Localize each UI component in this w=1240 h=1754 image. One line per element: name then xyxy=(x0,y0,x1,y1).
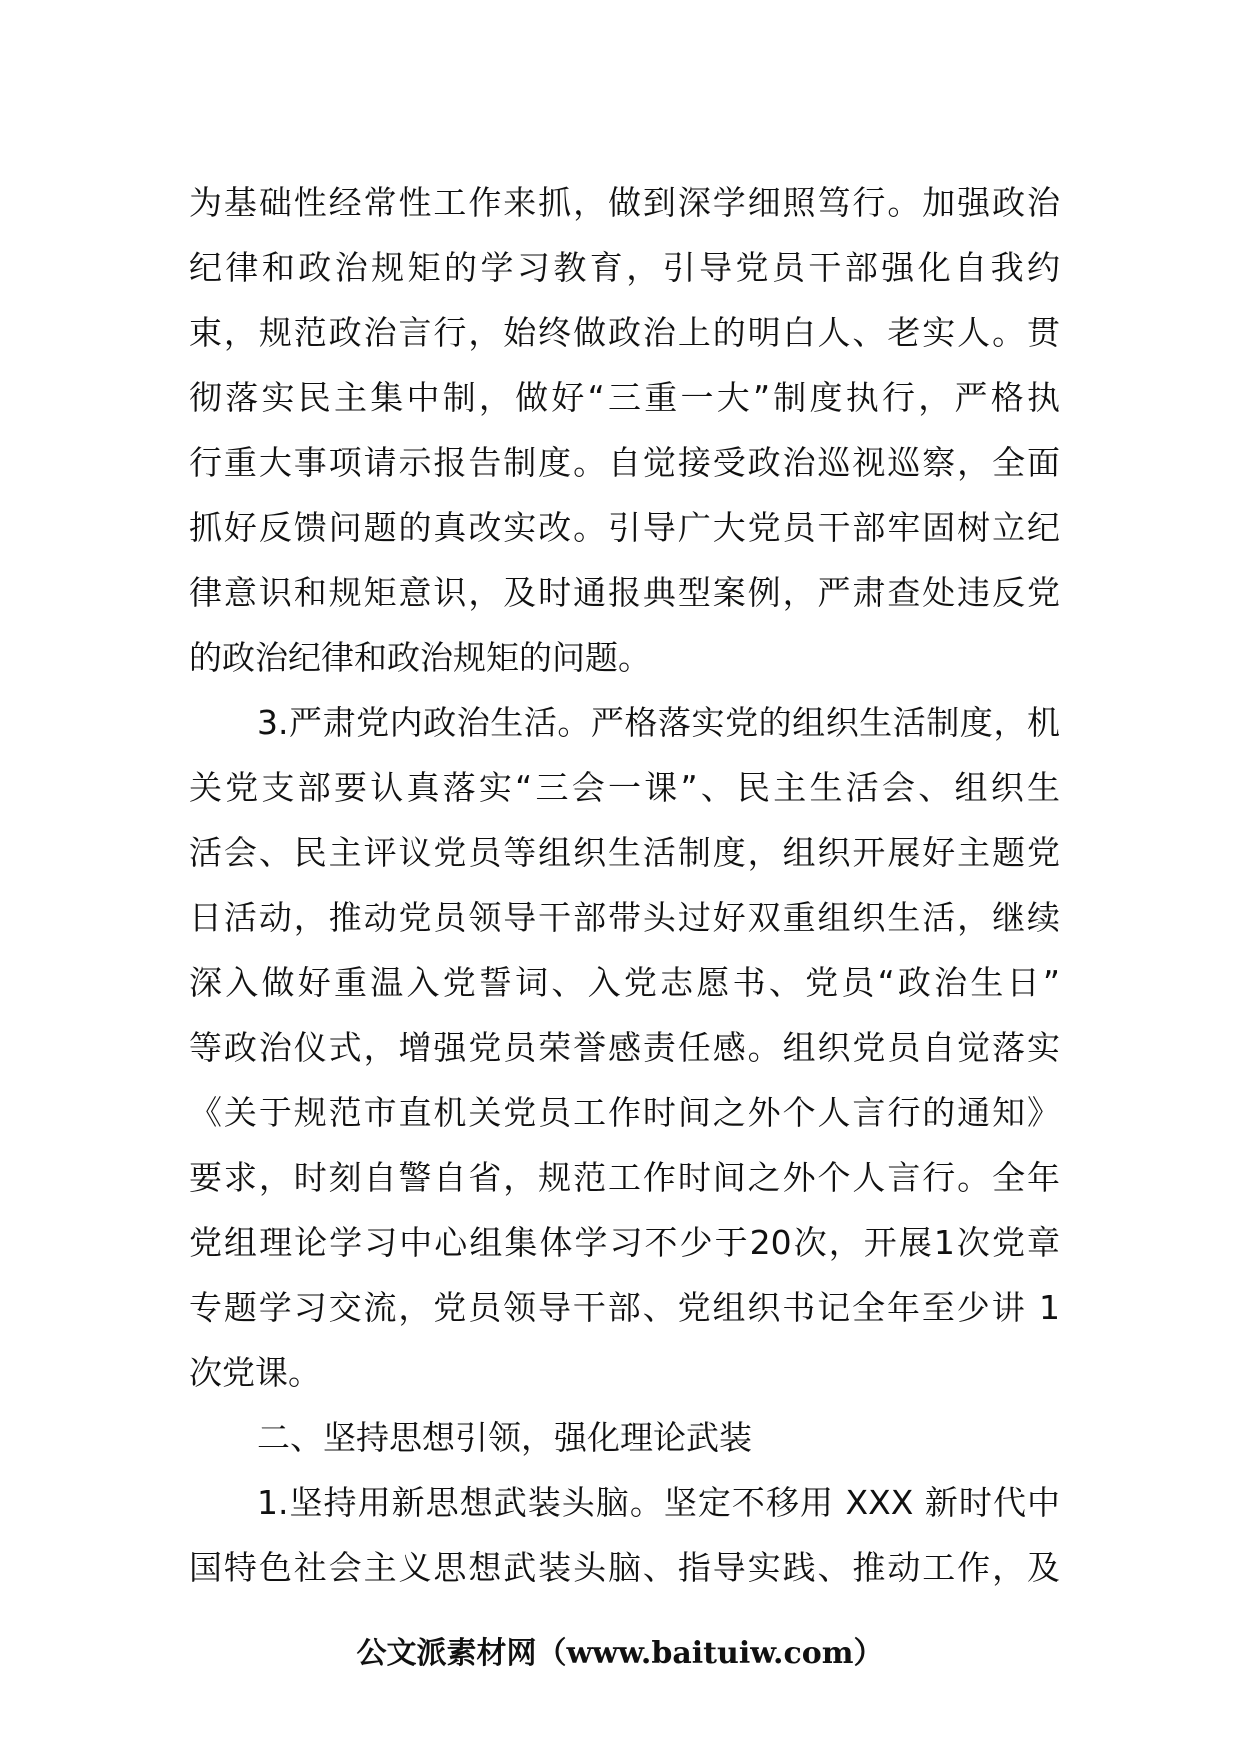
text-line: 专题学习交流，党员领导干部、党组织书记全年至少讲 1 xyxy=(189,1288,1060,1327)
text-line: 3.严肃党内政治生活。严格落实党的组织生活制度，机 xyxy=(257,703,1060,742)
text-line: 律意识和规矩意识，及时通报典型案例，严肃查处违反党 xyxy=(189,573,1060,612)
text-line: 国特色社会主义思想武装头脑、指导实践、推动工作，及 xyxy=(189,1548,1060,1587)
text-line: 次党课。 xyxy=(189,1353,321,1392)
text-line: 纪律和政治规矩的学习教育，引导党员干部强化自我约 xyxy=(189,248,1060,287)
document-body xyxy=(189,170,1060,1600)
text-line: 日活动，推动党员领导干部带头过好双重组织生活，继续 xyxy=(189,898,1060,937)
paragraph-1 xyxy=(189,170,1060,690)
text-line: 1.坚持用新思想武装头脑。坚定不移用 XXX 新时代中 xyxy=(257,1483,1060,1522)
text-line: 束，规范政治言行，始终做政治上的明白人、老实人。贯 xyxy=(189,313,1060,352)
text-line: 关党支部要认真落实“三会一课”、民主生活会、组织生 xyxy=(189,768,1060,807)
heading-line: 二、坚持思想引领，强化理论武装 xyxy=(257,1418,752,1457)
text-line: 活会、民主评议党员等组织生活制度，组织开展好主题党 xyxy=(189,833,1060,872)
paragraph-2 xyxy=(189,690,1060,1405)
text-line: 等政治仪式，增强党员荣誉感责任感。组织党员自觉落实 xyxy=(189,1028,1060,1067)
text-line: 《关于规范市直机关党员工作时间之外个人言行的通知》 xyxy=(189,1093,1060,1132)
text-line: 要求，时刻自警自省，规范工作时间之外个人言行。全年 xyxy=(189,1158,1060,1197)
text-line: 深入做好重温入党誓词、入党志愿书、党员“政治生日” xyxy=(189,963,1060,1002)
text-line: 彻落实民主集中制，做好“三重一大”制度执行，严格执 xyxy=(189,378,1060,417)
text-line: 为基础性经常性工作来抓，做到深学细照笃行。加强政治 xyxy=(189,183,1060,222)
text-line: 党组理论学习中心组集体学习不少于20次，开展1次党章 xyxy=(189,1223,1060,1262)
footer-watermark: 公文派素材网（www.baituiw.com） xyxy=(356,1636,884,1671)
paragraph-3 xyxy=(189,1470,1060,1600)
text-line: 行重大事项请示报告制度。自觉接受政治巡视巡察，全面 xyxy=(189,443,1060,482)
section-heading xyxy=(189,1405,1060,1470)
text-line: 的政治纪律和政治规矩的问题。 xyxy=(189,638,651,677)
text-line: 抓好反馈问题的真改实改。引导广大党员干部牢固树立纪 xyxy=(189,508,1060,547)
